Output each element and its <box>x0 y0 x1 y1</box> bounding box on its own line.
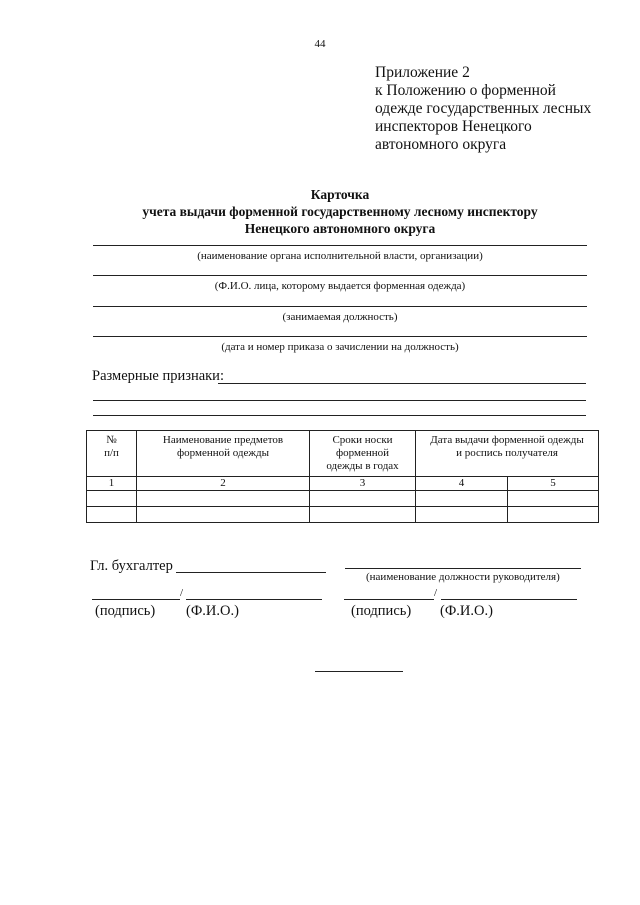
fio-line-right <box>441 599 577 600</box>
table-cell <box>416 507 508 523</box>
slash-right: / <box>434 587 438 599</box>
appendix-line: инспекторов Ненецкого <box>375 118 532 135</box>
table-cell <box>87 507 137 523</box>
table-cell <box>137 507 310 523</box>
accountant-fill-line <box>176 572 326 573</box>
position-caption: (занимаемая должность) <box>282 311 398 323</box>
size-fill-line <box>93 400 586 401</box>
fio-caption-right: (Ф.И.О.) <box>440 603 493 619</box>
organ-caption: (наименование органа исполнительной власти, организации) <box>197 250 483 262</box>
fio-caption-left: (Ф.И.О.) <box>186 603 239 619</box>
order-fill-line <box>93 336 587 337</box>
table-cell <box>508 491 599 507</box>
appendix-line: Приложение 2 <box>375 64 470 81</box>
table-row <box>87 491 599 507</box>
table-cell <box>310 491 416 507</box>
document-title <box>80 186 600 237</box>
column-number: 5 <box>508 477 599 491</box>
column-number: 4 <box>416 477 508 491</box>
title-line: Карточка <box>310 187 370 202</box>
table-cell <box>310 507 416 523</box>
table-cell <box>137 491 310 507</box>
sign-line-left <box>92 599 180 600</box>
appendix-line: одежде государственных лесных <box>375 100 592 117</box>
table-row <box>87 507 599 523</box>
fio-line-left <box>186 599 322 600</box>
title-line: учета выдачи форменной государственному лесному инспектору <box>142 204 538 219</box>
sign-caption-left: (подпись) <box>95 603 156 619</box>
size-fill-line <box>218 383 586 384</box>
organ-fill-line <box>93 245 587 246</box>
column-number: 2 <box>137 477 310 491</box>
head-position-fill-line <box>345 568 581 569</box>
sign-caption-right: (подпись) <box>351 603 412 619</box>
order-caption: (дата и номер приказа о зачислении на должность) <box>221 341 459 353</box>
header-num: № п/п <box>87 431 137 477</box>
header-date: Дата выдачи форменной одежды и роспись получателя <box>416 431 599 477</box>
appendix-line: автономного округа <box>375 136 507 153</box>
accountant-label: Гл. бухгалтер <box>90 558 173 574</box>
page-number: 44 <box>314 38 326 50</box>
issue-table <box>86 430 599 523</box>
title-line: Ненецкого автономного округа <box>244 221 436 236</box>
table-cell <box>416 491 508 507</box>
header-term: Сроки носки форменной одежды в годах <box>310 431 416 477</box>
header-name: Наименование предметов форменной одежды <box>137 431 310 477</box>
fio-fill-line <box>93 275 587 276</box>
sign-line-right <box>344 599 434 600</box>
end-divider <box>315 671 403 672</box>
column-number: 3 <box>310 477 416 491</box>
slash-left: / <box>180 587 184 599</box>
position-fill-line <box>93 306 587 307</box>
table-cell <box>508 507 599 523</box>
size-label: Размерные признаки: <box>92 368 224 384</box>
column-number: 1 <box>87 477 137 491</box>
head-position-caption: (наименование должности руководителя) <box>366 571 560 583</box>
appendix-header <box>375 64 615 154</box>
fio-caption: (Ф.И.О. лица, которому выдается форменная одежда) <box>214 280 466 292</box>
size-fill-line <box>93 415 586 416</box>
appendix-line: к Положению о форменной <box>375 82 556 99</box>
table-cell <box>87 491 137 507</box>
